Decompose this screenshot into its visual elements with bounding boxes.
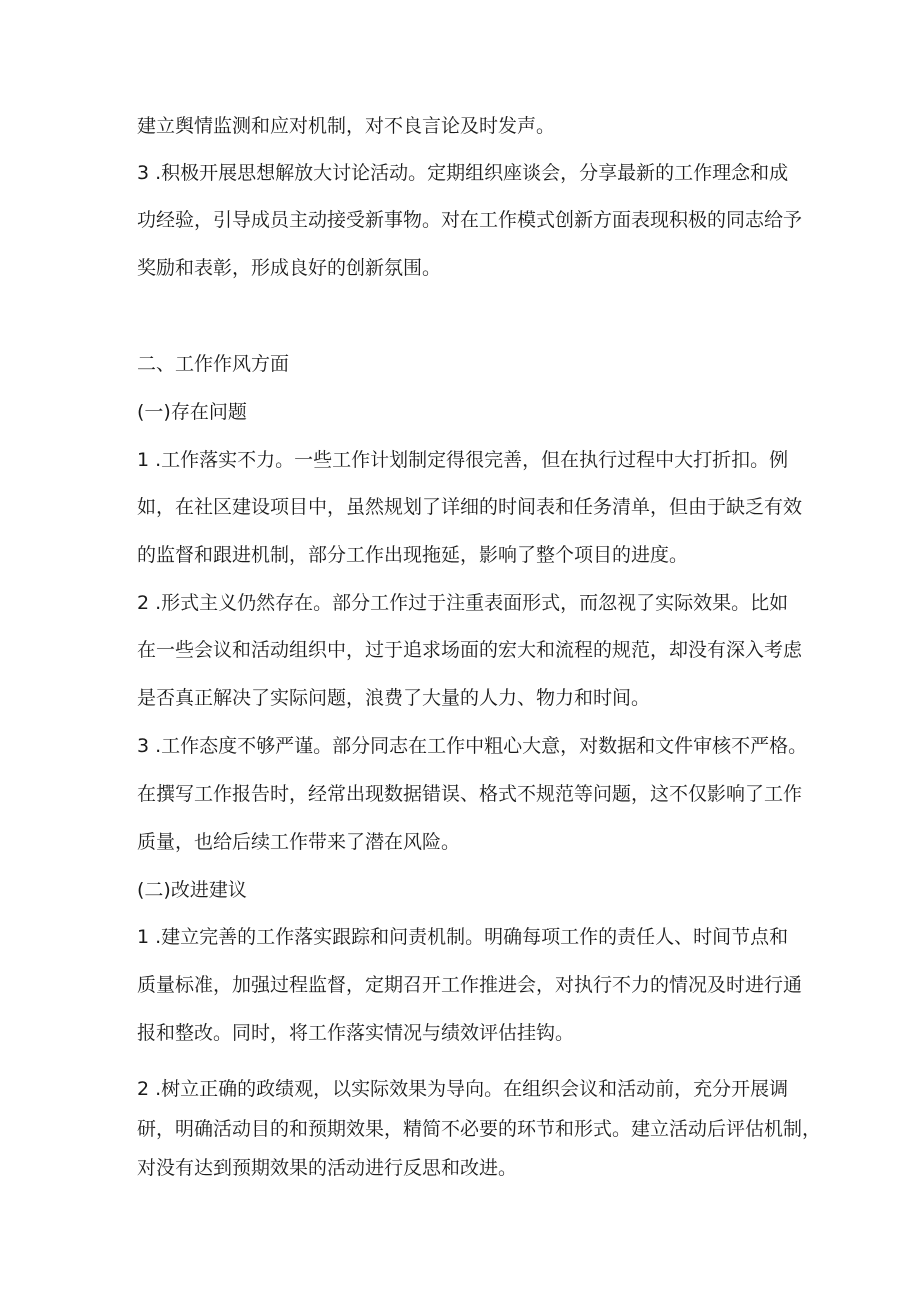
list-item-line: 3 .积极开展思想解放大讨论活动。定期组织座谈会，分享最新的工作理念和成 <box>137 162 789 184</box>
section-heading: 二、工作作风方面 <box>137 353 290 375</box>
list-item-line: 1 .工作落实不力。一些工作计划制定得很完善，但在执行过程中大打折扣。例 <box>137 449 789 471</box>
subsection-heading: (二)改进建议 <box>137 879 247 901</box>
list-item-line: 3 .工作态度不够严谨。部分同志在工作中粗心大意，对数据和文件审核不严格。 <box>137 735 808 757</box>
list-item-line: 是否真正解决了实际问题，浪费了大量的人力、物力和时间。 <box>137 687 651 709</box>
list-item-line: 功经验，引导成员主动接受新事物。对在工作模式创新方面表现积极的同志给予 <box>137 209 803 231</box>
list-item-line: 2 .形式主义仍然存在。部分工作过于注重表面形式，而忽视了实际效果。比如 <box>137 592 789 614</box>
paragraph-line: 建立舆情监测和应对机制，对不良言论及时发声。 <box>137 115 556 137</box>
list-item-line: 在撰写工作报告时，经常出现数据错误、格式不规范等问题，这不仅影响了工作 <box>137 783 803 805</box>
list-item-line: 在一些会议和活动组织中，过于追求场面的宏大和流程的规范，却没有深入考虑 <box>137 639 803 661</box>
list-item-line: 报和整改。同时，将工作落实情况与绩效评估挂钩。 <box>137 1022 575 1044</box>
subsection-heading: (一)存在问题 <box>137 401 247 423</box>
list-item-line: 的监督和跟进机制，部分工作出现拖延，影响了整个项目的进度。 <box>137 544 689 566</box>
list-item-line: 对没有达到预期效果的活动进行反思和改进。 <box>137 1157 518 1179</box>
list-item-line: 2 .树立正确的政绩观，以实际效果为导向。在组织会议和活动前，充分开展调 <box>137 1078 789 1100</box>
list-item-line: 质量标准，加强过程监督，定期召开工作推进会，对执行不力的情况及时进行通 <box>137 974 803 996</box>
list-item-line: 研，明确活动目的和预期效果，精简不必要的环节和形式。建立活动后评估机制， <box>137 1118 822 1140</box>
list-item-line: 如，在社区建设项目中，虽然规划了详细的时间表和任务清单，但由于缺乏有效 <box>137 496 803 518</box>
list-item-line: 质量，也给后续工作带来了潜在风险。 <box>137 831 461 853</box>
list-item-line: 1 .建立完善的工作落实跟踪和问责机制。明确每项工作的责任人、时间节点和 <box>137 926 789 948</box>
list-item-line: 奖励和表彰，形成良好的创新氛围。 <box>137 257 442 279</box>
